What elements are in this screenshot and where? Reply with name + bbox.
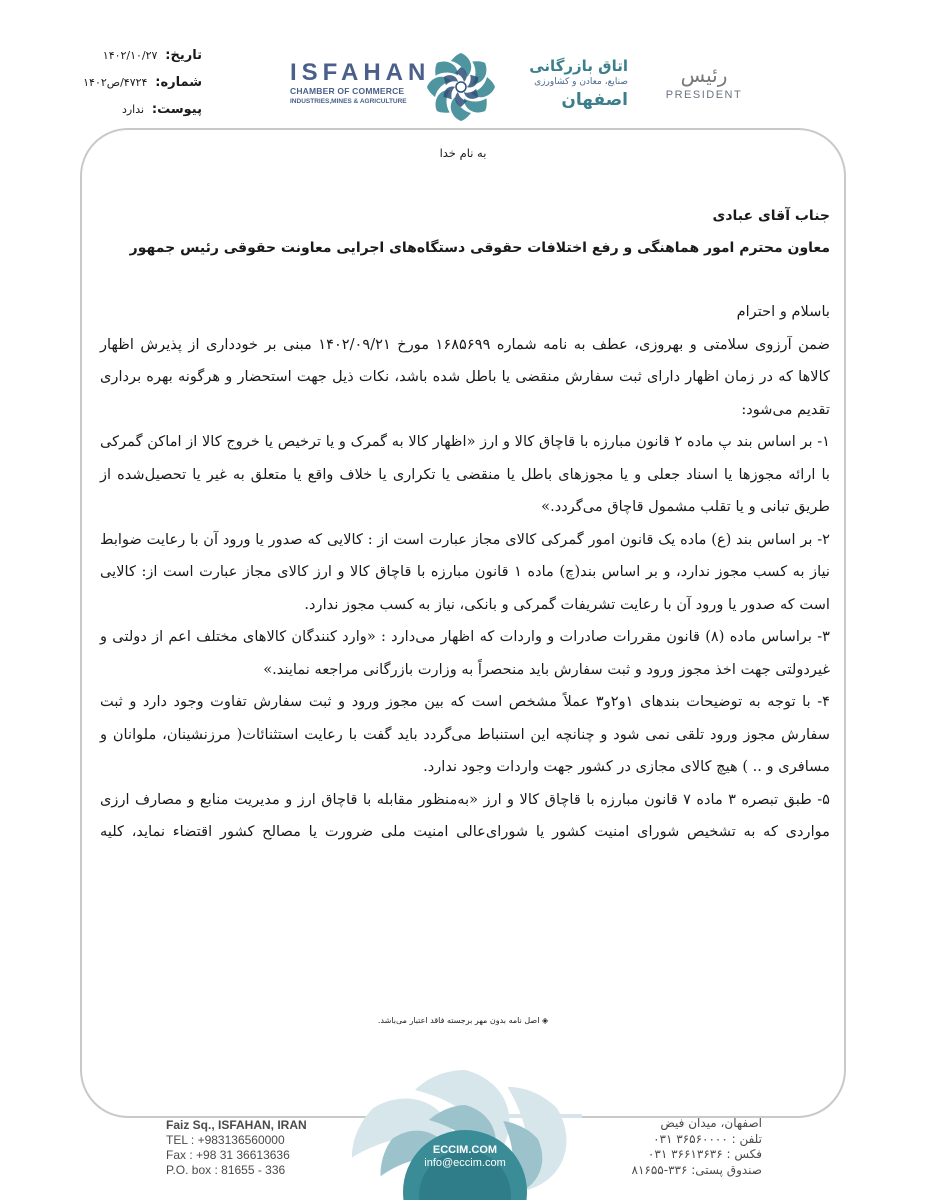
footer-address-english: [166, 1118, 316, 1178]
footer-website: [405, 1144, 525, 1170]
footer-en-tel: TEL : +983136560000: [166, 1133, 285, 1147]
footer-address-persian: [612, 1116, 762, 1178]
logo-en-line2: INDUSTRIES,MINES & AGRICULTURE: [290, 98, 407, 105]
footer-fa-pobox: صندوق پستی: ۳۳۶-۸۱۶۵۵: [631, 1162, 762, 1177]
intro-paragraph: ضمن آرزوی سلامتی و بهروزی، عطف به نامه شماره ۱۶۸۵۶۹۹ مورخ ۱۴۰۲/۰۹/۲۱ مبنی بر خودداری از پذیرش اظهار کالاها که در زمان اظهار دارای ثبت سفارش منقضی یا باطل شده باشد، نکات ذیل جهت استحضار و هرگونه بهره برداری تقدیم می‌شود:: [100, 335, 831, 418]
footer-en-fax: Fax : +98 31 36613636: [166, 1148, 290, 1162]
number-row: [62, 69, 202, 96]
date-value: ۱۴۰۲/۱۰/۲۷: [102, 49, 158, 62]
footer-swirl-decoration: [350, 1040, 580, 1200]
footer-fa-tel: تلفن : ۳۶۵۶۰۰۰۰ ۰۳۱: [653, 1131, 762, 1146]
letter-body: [100, 296, 830, 848]
validity-note-text: اصل نامه بدون مهر برجسته فاقد اعتبار می‌باشد.: [377, 1016, 540, 1025]
logo-fa-line2: صنایع، معادن و کشاورزی: [534, 77, 628, 87]
attachment-row: [62, 96, 202, 123]
logo-en-line1: CHAMBER OF COMMERCE: [290, 86, 405, 96]
item-3: ۳- براساس ماده (۸) قانون مقررات صادرات و واردات که اظهار می‌دارد : «وارد کنندگان کالاهای مختلف اعم از دولتی و غیردولتی جهت اخذ مجوز ورود و ثبت سفارش باید منحصراً به وزارت بازرگانی مراجعه نمایند.»: [100, 628, 830, 678]
president-fa: رئیس: [680, 63, 728, 87]
item-5-line-1: ۵- طبق تبصره ۳ ماده ۷ قانون مبارزه با قاچاق کالا و ارز «به‌منظور مقابله با قاچاق ارز و مدیریت منابع و مصارف ارزی: [100, 790, 830, 808]
recipient-name: جناب آقای عبادی: [712, 208, 830, 224]
logo-en-title: ISFAHAN: [290, 59, 431, 86]
item-5-line-2: مواردی که به تشخیص شورای امنیت کشور یا شورای‌عالی امنیت ملی ضرورت یا مصالح کشور اقتضاء نماید، کلیه: [100, 822, 830, 840]
footer-fa-address: اصفهان، میدان فیض: [660, 1116, 762, 1130]
footer-site: ECCIM.COM: [432, 1144, 498, 1156]
footer-en-pobox: P.O. box : 81655 - 336: [166, 1163, 286, 1177]
footer-fa-fax: فکس : ۳۶۶۱۳۶۳۶ ۰۳۱: [647, 1147, 762, 1161]
president-label: [664, 62, 744, 102]
letter-metadata: [62, 42, 202, 123]
attachment-label: پیوست:: [151, 102, 202, 117]
chamber-logo-persian: [500, 56, 628, 111]
attachment-value: ندارد: [121, 103, 145, 116]
item-2: ۲- بر اساس بند (ع) ماده یک قانون امور گمرکی کالای مجاز عبارت است از : کالایی که صدور یا ورود آن با رعایت ضوابط نیاز به کسب مجوز ندارد، و بر اساس بند(چ) ماده ۱ قانون مبارزه با قاچاق کالا و ارز کالای مجاز عبارت است از: کالایی است که صدور یا ورود آن با رعایت تشریفات گمرکی و بانکی، نیاز به کسب مجوز ندارد.: [100, 530, 830, 613]
logo-fa-line1: اتاق بازرگانی: [529, 57, 628, 75]
footer-email: info@eccim.com: [424, 1157, 506, 1169]
chamber-logo-icon: [424, 50, 498, 124]
recipient-title: معاون محترم امور هماهنگی و رفع اختلافات حقوقی دستگاه‌های اجرایی معاونت حقوقی رئیس جمهور: [129, 240, 830, 256]
logo-fa-line3: اصفهان: [561, 90, 628, 110]
date-row: [62, 42, 202, 69]
recipient-block: [100, 200, 830, 264]
number-label: شماره:: [155, 75, 202, 90]
president-en: PRESIDENT: [665, 89, 743, 101]
item-1: ۱- بر اساس بند پ ماده ۲ قانون مبارزه با قاچاق کالا و ارز «اظهار کالا به گمرک و یا ترخیص یا خروج کالا از اماکن گمرکی با ارائه مجوزها یا اسناد جعلی و یا مجوزهای باطل یا منقضی یا تکراری یا خلاف واقع یا متعلق به غیر یا تحصیل‌شده از طریق تبانی و یا تقلب مشمول قاچاق می‌گردد.»: [100, 433, 830, 515]
item-4: ۴- با توجه به توضیحات بندهای ۱و۲و۳ عملاً مشخص است که بین مجوز ورود و ثبت سفارش تفاوت وجود دارد و ثبت سفارش مجوز ورود تلقی نمی شود و چنانچه این استنباط می‌گردد باید گفت با رعایت استثنائات( مرزنشینان، ملوانان و مسافری و .. ) هیچ کالای مجازی در کشور جهت واردات وجود ندارد.: [100, 693, 830, 775]
date-label: تاریخ:: [165, 48, 202, 63]
validity-note: [300, 1016, 626, 1025]
chamber-logo-english: [290, 59, 431, 106]
greeting: باسلام و احترام: [736, 303, 830, 320]
basmala: به نام خدا: [439, 146, 487, 160]
footer-en-address: Faiz Sq., ISFAHAN, IRAN: [166, 1118, 307, 1132]
number-value: ۴۷۲۴/ص۱۴۰۲: [83, 76, 148, 89]
diamond-icon: ◈: [541, 1016, 549, 1025]
